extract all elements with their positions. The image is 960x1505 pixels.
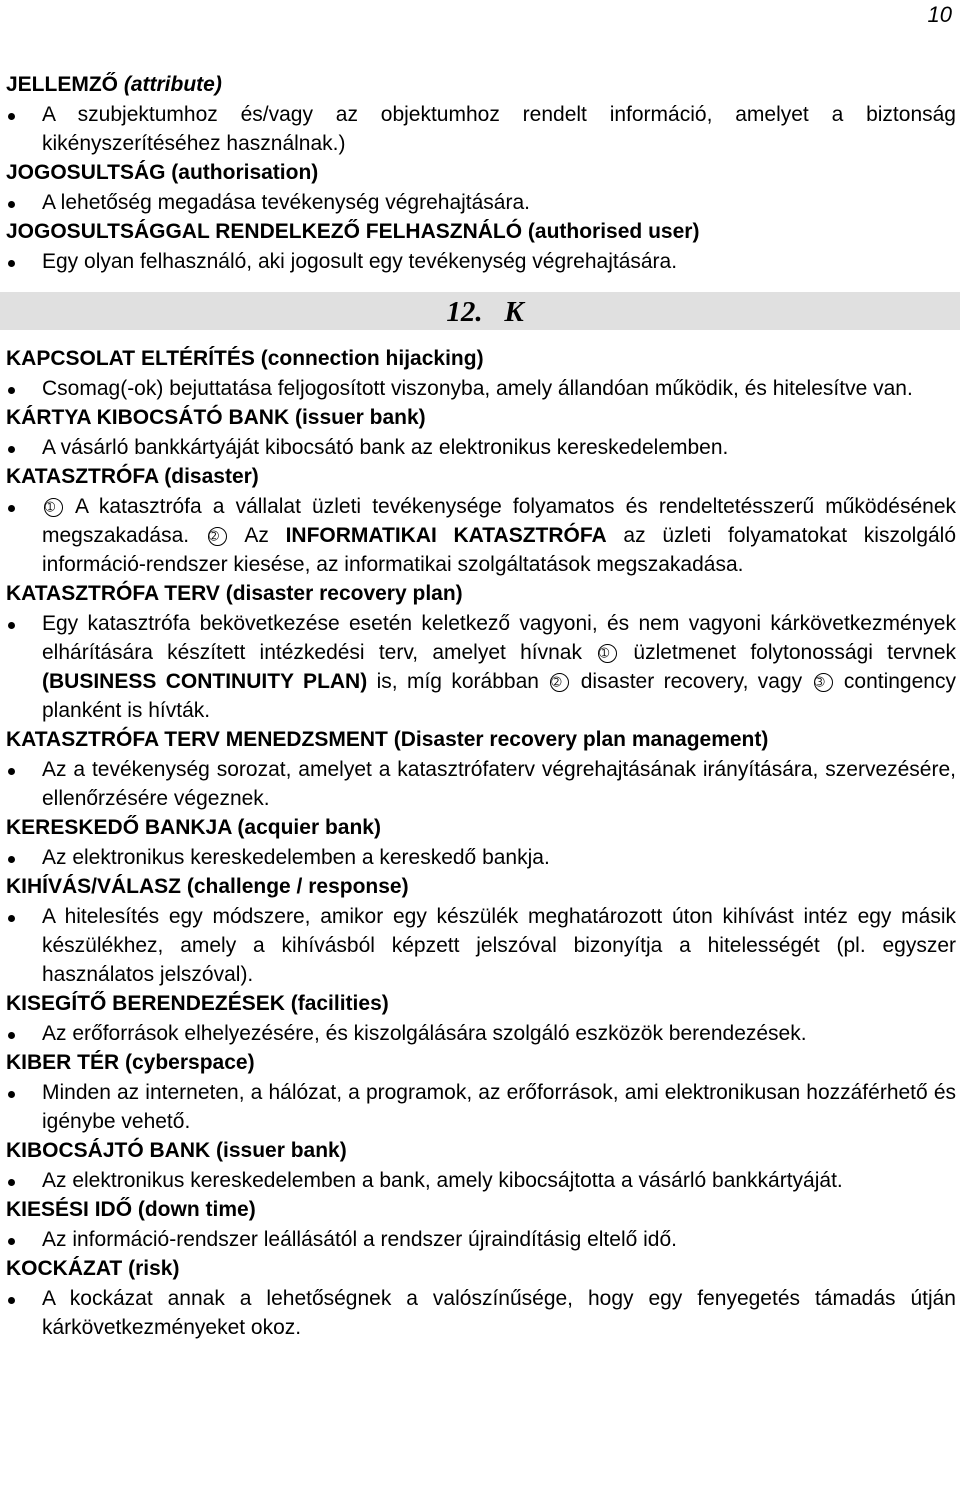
term-heading: KOCKÁZAT (risk) [6,1257,180,1280]
bullet-icon [8,260,15,267]
definition-item [6,1019,956,1048]
definition-item [6,609,956,725]
definition-item [6,247,956,276]
definition-text: A hitelesítés egy módszere, amikor egy készülék meghatározott úton kihívást intéz egy másik készülékhez, amely a kihívásból képzett jelszóval bizonyítja a hitelességét (pl. egyszer használatos jelszóval). [42,905,956,986]
bullet-icon [8,768,15,775]
definition-text: A vásárló bankkártyáját kibocsátó bank az elektronikus kereskedelemben. [42,436,729,459]
term-heading: JOGOSULTSÁG (authorisation) [6,161,319,184]
term-heading: KATASZTRÓFA TERV MENEDZSMENT (Disaster recovery plan management) [6,728,769,751]
definition-text: A kockázat annak a lehetőségnek a valószínűsége, hogy egy fenyegetés támadás útján kárkövetkezményeket okoz. [42,1287,956,1339]
circled-two-icon: ➁ [208,527,227,546]
bullet-icon [8,505,15,512]
definition-item [6,433,956,462]
term-english: (attribute) [123,73,222,96]
bullet-icon [8,446,15,453]
bullet-icon [8,915,15,922]
term-heading: KATASZTRÓFA TERV (disaster recovery plan) [6,582,463,605]
bullet-icon [8,856,15,863]
definition-text: A katasztrófa a vállalat üzleti tevékenysége folyamatos és rendeltetésszerű működésének megszakadása. [42,495,956,547]
bullet-icon [8,1179,15,1186]
definition-text: Az elektronikus kereskedelemben a bank, amely kibocsájtotta a vásárló bankkártyáját. [42,1169,843,1192]
definition-text: Egy katasztrófa bekövetkezése esetén keletkező vagyoni, és nem vagyoni kárkövetkezmények elhárítására készített intézkedési terv, amelyet hívnak [42,612,956,664]
definition-text: Csomag(-ok) bejuttatása feljogosított viszonyba, amely állandóan működik, és hitelesítve van. [42,377,913,400]
term-heading: KISEGÍTŐ BERENDEZÉSEK (facilities) [6,992,389,1015]
term-heading: KIBER TÉR (cyberspace) [6,1051,255,1074]
term-label: JELLEMZŐ [6,73,124,96]
definition-item [6,492,956,579]
definition-text: az üzleti folyamatokat kiszolgáló információ-rendszer kiesése, az informatikai szolgáltatások megszakadása. [42,524,957,576]
circled-one-icon: ➀ [44,498,63,517]
definition-text: Minden az interneten, a hálózat, a programok, az erőforrások, ami elektronikusan hozzáférhető és igénybe vehető. [42,1081,956,1133]
definition-item [6,1166,956,1195]
term-heading: KATASZTRÓFA (disaster) [6,465,259,488]
definition-text: Az a tevékenység sorozat, amelyet a katasztrófaterv végrehajtásának irányítására, szervezésére, ellenőrzésére végeznek. [42,758,956,810]
definition-text: contingency planként is hívták. [42,670,956,722]
definition-item [6,100,956,158]
bullet-icon [8,622,15,629]
definition-text: Egy olyan felhasználó, aki jogosult egy tevékenység végrehajtására. [42,250,678,273]
definition-emphasis: INFORMATIKAI KATASZTRÓFA [285,524,607,547]
section-number: 12. [446,296,483,328]
section-letter: K [504,296,524,328]
term-heading [6,70,956,100]
definition-text: A szubjektumhoz és/vagy az objektumhoz rendelt információ, amelyet a biztonság kikényszerítéséhez használnak.) [42,103,956,155]
definition-text: Az erőforrások elhelyezésére, és kiszolgálására szolgáló eszközök berendezések. [42,1022,807,1045]
definition-item [6,902,956,989]
definition-item [6,188,956,217]
bullet-icon [8,1091,15,1098]
term-heading: KIBOCSÁJTÓ BANK (issuer bank) [6,1139,347,1162]
term-heading: KERESKEDŐ BANKJA (acquier bank) [6,816,381,839]
definition-item [6,843,956,872]
term-heading: KAPCSOLAT ELTÉRÍTÉS (connection hijacking) [6,347,484,370]
definition-text: Az információ-rendszer leállásától a rendszer újraindításig eltelő idő. [42,1228,677,1251]
definition-text: Az [228,524,286,547]
definition-emphasis: (BUSINESS CONTINUITY PLAN) [42,670,368,693]
definition-item [6,1284,956,1342]
definition-text: üzletmenet folytonossági tervnek [619,641,956,664]
term-heading: KÁRTYA KIBOCSÁTÓ BANK (issuer bank) [6,406,426,429]
definition-item [6,1225,956,1254]
circled-one-icon: ➀ [598,644,617,663]
page-number: 10 [927,2,952,27]
bullet-icon [8,201,15,208]
term-heading: KIHÍVÁS/VÁLASZ (challenge / response) [6,875,409,898]
definition-item [6,755,956,813]
term-heading: KIESÉSI IDŐ (down time) [6,1198,256,1221]
definition-text: is, míg korábban [367,670,549,693]
bullet-icon [8,113,15,120]
bullet-icon [8,387,15,394]
definition-text: A lehetőség megadása tevékenység végrehajtására. [42,191,530,214]
circled-two-icon: ➁ [550,673,569,692]
definition-item [6,1078,956,1136]
bullet-icon [8,1032,15,1039]
term-heading: JOGOSULTSÁGGAL RENDELKEZŐ FELHASZNÁLÓ (authorised user) [6,220,700,243]
bullet-icon [8,1297,15,1304]
circled-three-icon: ➂ [814,673,833,692]
definition-text: Az elektronikus kereskedelemben a kereskedő bankja. [42,846,550,869]
definition-text: disaster recovery, vagy [571,670,812,693]
definition-item [6,374,956,403]
glossary-content [6,70,956,1342]
section-header [0,292,960,330]
bullet-icon [8,1238,15,1245]
